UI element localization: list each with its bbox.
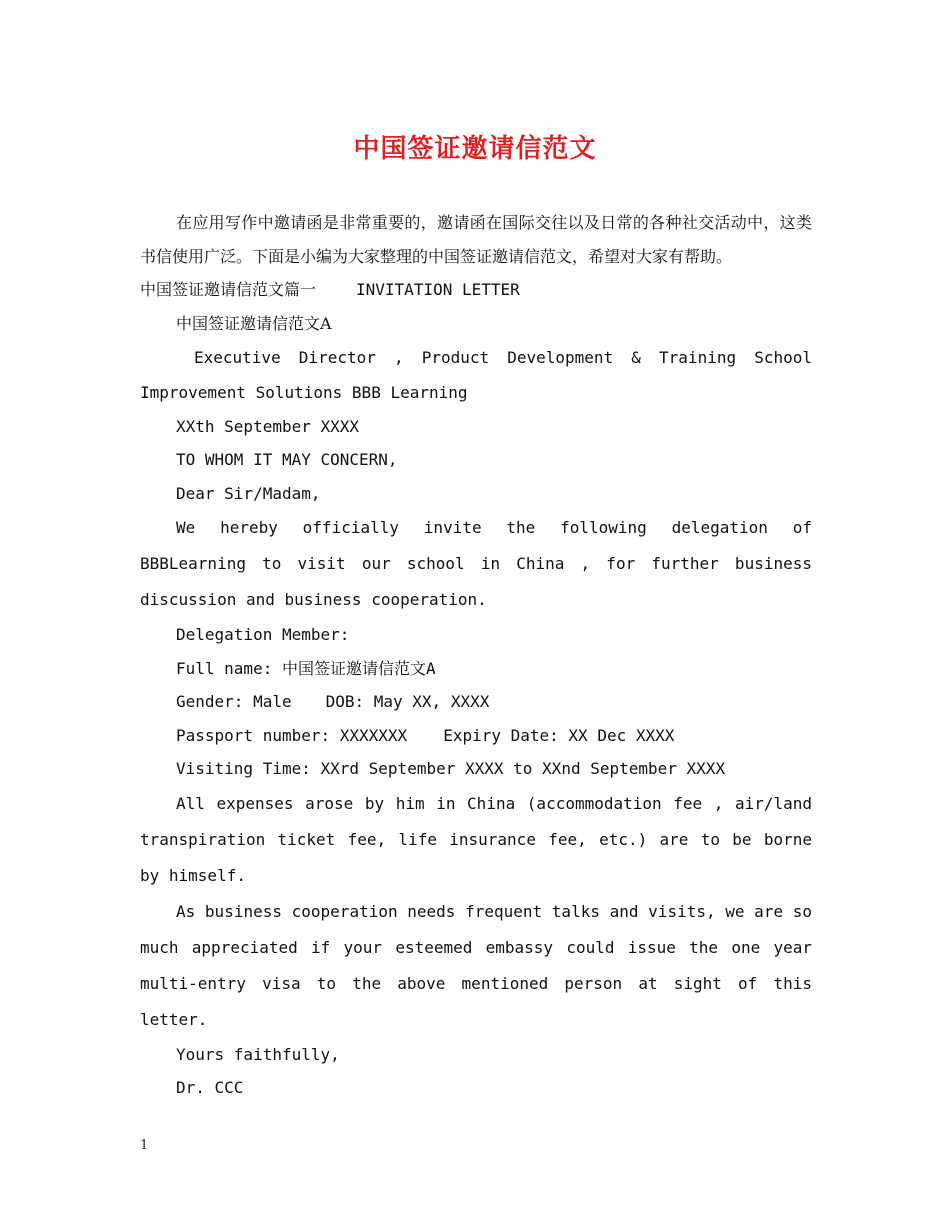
document-body <box>140 206 812 1105</box>
salutation: Dear Sir/Madam, <box>176 483 321 503</box>
expiry-field: Expiry Date: XX Dec XXXX <box>443 725 675 745</box>
delegation-label: Delegation Member: <box>176 625 350 644</box>
closing-line: Yours faithfully, <box>176 1044 340 1064</box>
dob-field: DOB: May XX, XXXX <box>325 692 490 711</box>
subheading: 中国签证邀请信范文A <box>176 313 332 333</box>
sender-line-2: Improvement Solutions BBB Learning <box>140 383 468 402</box>
gender-dob-line <box>140 685 812 719</box>
sender-line-1: Executive Director , Product Development & Training School <box>194 348 812 367</box>
section-heading-cn: 中国签证邀请信范文篇一 <box>140 280 317 299</box>
intro-paragraph: 在应用写作中邀请函是非常重要的，邀请函在国际交往以及日常的各种社交活动中，这类书信使用广泛。下面是小编为大家整理的中国签证邀请信范文，希望对大家有帮助。 <box>140 213 812 266</box>
passport-line <box>140 719 812 753</box>
section-heading <box>140 273 812 307</box>
section-heading-en: INVITATION LETTER <box>356 280 520 299</box>
request-paragraph: As business cooperation needs frequent talks and visits, we are so much appreciated if your esteemed embassy could issue the one year multi-entry visa to the above mentioned person at sight of this letter. <box>140 901 812 1029</box>
fullname-line: Full name: 中国签证邀请信范文A <box>176 658 436 678</box>
to-whom-line: TO WHOM IT MAY CONCERN, <box>176 450 398 469</box>
letter-date: XXth September XXXX <box>176 416 360 436</box>
passport-field: Passport number: XXXXXXX <box>176 725 408 745</box>
document-title: 中国签证邀请信范文 <box>353 134 597 164</box>
signature-line: Dr. CCC <box>176 1078 244 1097</box>
page-number: 1 <box>140 1138 149 1153</box>
expenses-paragraph: All expenses arose by him in China (accommodation fee , air/land transpiration ticket fee, life insurance fee, etc.) are to be borne by himself. <box>140 793 812 885</box>
invitation-paragraph: We hereby officially invite the following delegation of BBBLearning to visit our school in China , for further business discussion and business cooperation. <box>140 518 812 609</box>
gender-field: Gender: Male <box>176 692 292 711</box>
visiting-line: Visiting Time: XXrd September XXXX to XXnd September XXXX <box>176 759 726 778</box>
